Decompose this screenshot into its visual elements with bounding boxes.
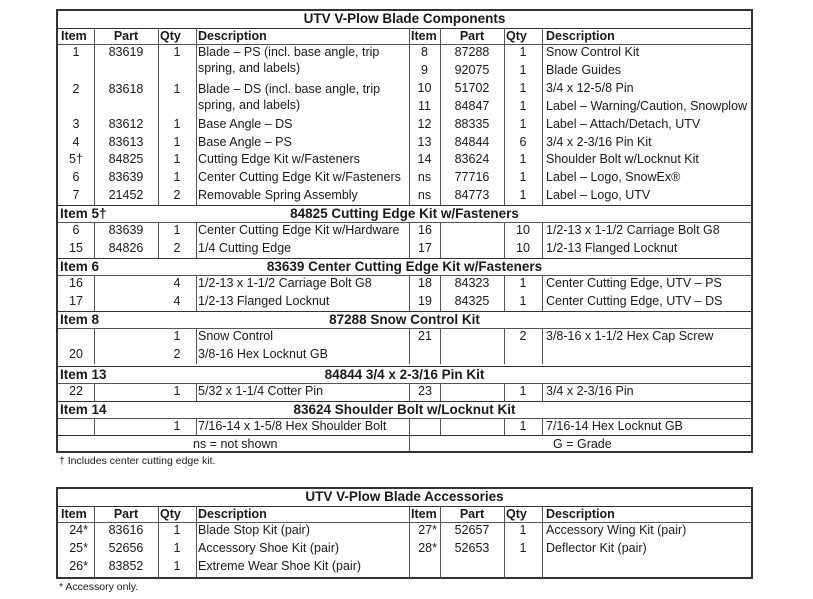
description: 3/8-16 Hex Locknut GB: [198, 347, 328, 361]
column-divider: [409, 275, 410, 311]
components-title: UTV V-Plow Blade Components: [303, 11, 506, 26]
quantity: 2: [173, 347, 181, 361]
item-number: 24*: [69, 523, 88, 537]
components-table: [56, 9, 753, 453]
item-number: 8: [421, 45, 428, 59]
item-number: 26*: [69, 559, 88, 573]
item-number: 13: [417, 135, 432, 149]
item-number: 28*: [418, 541, 437, 555]
item-number: 18: [418, 276, 432, 290]
quantity: 10: [516, 223, 530, 237]
part-number: 83852: [108, 559, 144, 573]
column-divider: [409, 28, 410, 205]
column-divider: [196, 328, 197, 364]
description: Base Angle – PS: [198, 135, 292, 149]
column-divider: [196, 28, 197, 205]
part-number: 83624: [454, 152, 490, 166]
item-number: 23: [418, 384, 432, 398]
column-divider: [504, 328, 505, 364]
header-item: Item: [61, 29, 87, 43]
section-title: 83639 Center Cutting Edge Kit w/Fasteners: [266, 259, 543, 274]
item-number: 7: [72, 188, 80, 202]
quantity: 6: [519, 135, 527, 149]
description: Center Cutting Edge Kit w/Hardware: [198, 223, 400, 237]
section-title: 87288 Snow Control Kit: [329, 312, 480, 327]
column-divider: [409, 383, 410, 401]
header-part: Part: [459, 507, 485, 521]
description: Label – Warning/Caution, Snowplow: [546, 99, 748, 113]
section-item-label: Item 5†: [60, 206, 107, 221]
part-number: 77716: [454, 170, 490, 184]
description: Blade Stop Kit (pair): [198, 523, 310, 537]
column-divider: [504, 506, 505, 577]
part-number: 87288: [454, 45, 490, 59]
column-divider: [196, 383, 197, 401]
section-header: [58, 259, 751, 275]
section-header: [58, 312, 751, 328]
header-part: Part: [459, 29, 485, 43]
column-divider: [158, 222, 159, 258]
part-number: 88335: [454, 117, 490, 131]
column-divider: [440, 506, 441, 577]
quantity: 1: [519, 541, 527, 555]
quantity: 4: [173, 276, 181, 290]
description: 1/2-13 x 1-1/2 Carriage Bolt G8: [546, 223, 720, 237]
quantity: 1: [173, 223, 181, 237]
column-divider: [196, 418, 197, 436]
quantity: 1: [173, 82, 181, 96]
legend-not-shown: ns = not shown: [193, 437, 278, 451]
accessories-footnote: * Accessory only.: [59, 581, 139, 593]
column-divider: [504, 222, 505, 258]
description: Cutting Edge Kit w/Fasteners: [198, 152, 360, 166]
quantity: 1: [173, 541, 181, 555]
quantity: 1: [519, 419, 527, 433]
part-number: 84847: [454, 99, 490, 113]
section-item-label: Item 14: [60, 402, 107, 417]
quantity: 1: [519, 81, 527, 95]
column-divider: [542, 506, 543, 577]
quantity: 1: [173, 170, 181, 184]
item-number: 16: [418, 223, 432, 237]
description: Removable Spring Assembly: [198, 188, 358, 202]
item-number: 27*: [418, 523, 437, 537]
quantity: 1: [519, 294, 527, 308]
column-divider: [94, 328, 95, 364]
column-divider: [94, 222, 95, 258]
section-title: 83624 Shoulder Bolt w/Locknut Kit: [293, 402, 516, 417]
quantity: 2: [173, 241, 181, 255]
divider: [58, 435, 751, 436]
description: 3/4 x 12-5/8 Pin: [546, 81, 634, 95]
column-divider: [542, 383, 543, 401]
item-number: 6: [72, 223, 80, 237]
description: 3/8-16 x 1-1/2 Hex Cap Screw: [546, 329, 714, 343]
description: Label – Logo, UTV: [546, 188, 651, 202]
part-number: 84825: [108, 152, 144, 166]
item-number: 3: [72, 117, 80, 131]
quantity: 1: [173, 152, 181, 166]
header-description: Description: [198, 29, 267, 43]
quantity: 1: [173, 117, 181, 131]
part-number: 83612: [108, 117, 144, 131]
quantity: 2: [519, 329, 527, 343]
quantity: 1: [519, 188, 527, 202]
description: Blade – DS (incl. base angle, trip: [198, 82, 381, 96]
quantity: 1: [519, 276, 527, 290]
description: 1/2-13 Flanged Locknut: [546, 241, 678, 255]
accessories-title: UTV V-Plow Blade Accessories: [305, 489, 504, 504]
description: Accessory Wing Kit (pair): [546, 523, 687, 537]
column-divider: [440, 383, 441, 401]
part-number: 84826: [108, 241, 144, 255]
item-number: 14: [417, 152, 432, 166]
header-description: Description: [198, 507, 267, 521]
item-number: 4: [72, 135, 80, 149]
column-divider: [94, 506, 95, 577]
quantity: 1: [173, 419, 181, 433]
column-divider: [196, 506, 197, 577]
description: Base Angle – DS: [198, 117, 293, 131]
item-number: ns: [417, 188, 432, 202]
item-number: 20: [69, 347, 83, 361]
part-number: 83639: [108, 170, 144, 184]
column-divider: [542, 275, 543, 311]
description: Shoulder Bolt w/Locknut Kit: [546, 152, 699, 166]
section-title: 84825 Cutting Edge Kit w/Fasteners: [290, 206, 519, 221]
column-divider: [94, 383, 95, 401]
description: 1/4 Cutting Edge: [198, 241, 292, 255]
quantity: 1: [173, 523, 181, 537]
header-part: Part: [113, 507, 139, 521]
part-number: 83613: [108, 135, 144, 149]
item-number: 19: [418, 294, 432, 308]
quantity: 1: [519, 45, 527, 59]
section-item-label: Item 6: [60, 259, 100, 274]
description: Snow Control: [198, 329, 274, 343]
item-number: 12: [417, 117, 432, 131]
description: Label – Attach/Detach, UTV: [546, 117, 701, 131]
description: Center Cutting Edge, UTV – PS: [546, 276, 722, 290]
column-divider: [196, 275, 197, 311]
quantity: 1: [173, 559, 181, 573]
description: Blade Guides: [546, 63, 622, 77]
item-number: ns: [417, 170, 432, 184]
part-number: 52657: [454, 523, 490, 537]
description: 7/16-14 Hex Locknut GB: [546, 419, 683, 433]
part-number: 21452: [108, 188, 144, 202]
part-number: 92075: [454, 63, 490, 77]
item-number: 16: [69, 276, 83, 290]
description: 3/4 x 2-3/16 Pin: [546, 384, 634, 398]
description: 1/2-13 Flanged Locknut: [198, 294, 330, 308]
header-qty: Qty: [506, 507, 527, 521]
quantity: 1: [173, 384, 181, 398]
legend-grade: G = Grade: [553, 437, 612, 451]
item-number: 15: [69, 241, 83, 255]
item-number: 5†: [69, 152, 83, 166]
item-number: 10: [417, 81, 432, 95]
header-item: Item: [61, 507, 87, 521]
item-number: 17: [69, 294, 83, 308]
item-number: 25*: [69, 541, 88, 555]
column-divider: [409, 506, 410, 577]
item-number: 6: [72, 170, 80, 184]
quantity: 1: [519, 117, 527, 131]
column-divider: [94, 418, 95, 436]
description: 7/16-14 x 1-5/8 Hex Shoulder Bolt: [198, 419, 387, 433]
part-number: 52656: [108, 541, 144, 555]
column-divider: [409, 328, 410, 364]
section-item-label: Item 13: [60, 367, 107, 382]
column-divider: [158, 28, 159, 205]
components-footnote: † Includes center cutting edge kit.: [59, 455, 216, 467]
description: Blade – PS (incl. base angle, trip: [198, 45, 380, 59]
column-divider: [504, 28, 505, 205]
quantity: 1: [519, 523, 527, 537]
column-divider: [440, 418, 441, 436]
description: spring, and labels): [198, 98, 301, 112]
quantity: 1: [519, 170, 527, 184]
description: 1/2-13 x 1-1/2 Carriage Bolt G8: [198, 276, 372, 290]
description: spring, and labels): [198, 61, 301, 75]
item-number: 22: [69, 384, 83, 398]
quantity: 2: [173, 188, 181, 202]
section-header: [58, 206, 751, 222]
part-number: 51702: [454, 81, 490, 95]
header-description: Description: [546, 507, 615, 521]
column-divider: [440, 275, 441, 311]
header-qty: Qty: [160, 29, 181, 43]
part-number: 84844: [454, 135, 490, 149]
column-divider: [409, 418, 410, 436]
header-item: Item: [411, 507, 437, 521]
section-title: 84844 3/4 x 2-3/16 Pin Kit: [324, 367, 485, 382]
description: Extreme Wear Shoe Kit (pair): [198, 559, 362, 573]
description: Center Cutting Edge Kit w/Fasteners: [198, 170, 401, 184]
item-number: 2: [72, 82, 80, 96]
column-divider: [504, 418, 505, 436]
part-number: 52653: [454, 541, 490, 555]
part-number: 83639: [108, 223, 144, 237]
section-item-label: Item 8: [60, 312, 100, 327]
column-divider: [542, 418, 543, 436]
item-number: 9: [421, 63, 428, 77]
quantity: 1: [173, 329, 181, 343]
description: Accessory Shoe Kit (pair): [198, 541, 340, 555]
header-item: Item: [411, 29, 437, 43]
column-divider: [409, 435, 410, 451]
column-divider: [504, 383, 505, 401]
part-number: 84773: [454, 188, 490, 202]
quantity: 1: [173, 135, 181, 149]
column-divider: [542, 328, 543, 364]
part-number: 83616: [108, 523, 144, 537]
part-number: 83618: [108, 82, 144, 96]
column-divider: [158, 506, 159, 577]
quantity: 1: [173, 45, 181, 59]
header-description: Description: [546, 29, 615, 43]
quantity: 4: [173, 294, 181, 308]
column-divider: [440, 222, 441, 258]
quantity: 1: [519, 152, 527, 166]
item-number: 1: [72, 45, 80, 59]
part-number: 84325: [454, 294, 490, 308]
part-number: 83619: [108, 45, 144, 59]
description: 3/4 x 2-3/16 Pin Kit: [546, 135, 652, 149]
header-qty: Qty: [506, 29, 527, 43]
quantity: 1: [519, 63, 527, 77]
item-number: 17: [418, 241, 432, 255]
column-divider: [440, 28, 441, 205]
column-divider: [409, 222, 410, 258]
description: Center Cutting Edge, UTV – DS: [546, 294, 723, 308]
part-number: 84323: [454, 276, 490, 290]
section-header: [58, 367, 751, 383]
quantity: 1: [519, 384, 527, 398]
column-divider: [94, 275, 95, 311]
column-divider: [196, 222, 197, 258]
column-divider: [542, 28, 543, 205]
quantity: 1: [519, 99, 527, 113]
column-divider: [504, 275, 505, 311]
description: Label – Logo, SnowEx®: [546, 170, 681, 184]
accessories-table: [56, 487, 753, 579]
header-qty: Qty: [160, 507, 181, 521]
item-number: 11: [418, 99, 431, 113]
header-part: Part: [113, 29, 139, 43]
quantity: 10: [516, 241, 530, 255]
section-header: [58, 402, 751, 418]
description: Deflector Kit (pair): [546, 541, 647, 555]
description: 5/32 x 1-1/4 Cotter Pin: [198, 384, 324, 398]
column-divider: [542, 222, 543, 258]
column-divider: [440, 328, 441, 364]
column-divider: [94, 28, 95, 205]
description: Snow Control Kit: [546, 45, 640, 59]
item-number: 21: [418, 329, 432, 343]
